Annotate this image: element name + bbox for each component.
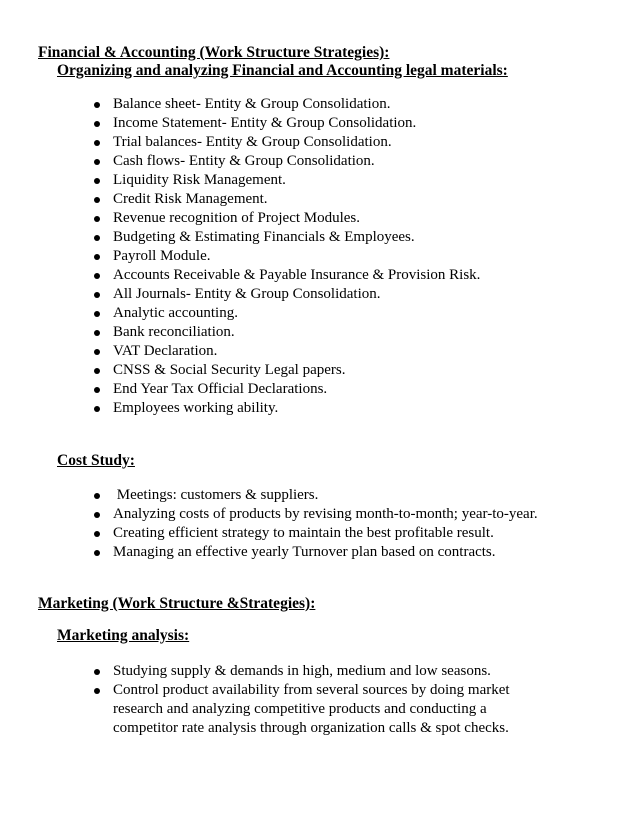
list-item: End Year Tax Official Declarations. bbox=[113, 380, 613, 399]
list-item: All Journals- Entity & Group Consolidation. bbox=[113, 285, 613, 304]
list-item: Bank reconciliation. bbox=[113, 323, 613, 342]
list-item: Studying supply & demands in high, medium and low seasons. bbox=[113, 662, 553, 681]
marketing-subheading: Marketing analysis: bbox=[57, 627, 190, 644]
list-item: Analytic accounting. bbox=[113, 304, 613, 323]
list-item: Cash flows- Entity & Group Consolidation. bbox=[113, 152, 613, 171]
list-item: Liquidity Risk Management. bbox=[113, 171, 613, 190]
financial-subheading: Organizing and analyzing Financial and Accounting legal materials: bbox=[57, 62, 508, 79]
list-item: Budgeting & Estimating Financials & Employees. bbox=[113, 228, 613, 247]
marketing-heading: Marketing (Work Structure &Strategies): bbox=[38, 595, 316, 612]
list-item: Accounts Receivable & Payable Insurance & Provision Risk. bbox=[113, 266, 613, 285]
list-item: VAT Declaration. bbox=[113, 342, 613, 361]
list-item: Creating efficient strategy to maintain the best profitable result. bbox=[113, 524, 613, 543]
marketing-list bbox=[113, 662, 553, 738]
financial-list bbox=[113, 95, 613, 418]
list-item: Credit Risk Management. bbox=[113, 190, 613, 209]
list-item: Payroll Module. bbox=[113, 247, 613, 266]
list-item: Control product availability from several sources by doing market research and analyzing competitive products and conducting a competitor rate analysis through organization calls & spot checks. bbox=[113, 681, 553, 738]
list-item: Employees working ability. bbox=[113, 399, 613, 418]
financial-heading: Financial & Accounting (Work Structure Strategies): bbox=[38, 44, 390, 61]
list-item: Revenue recognition of Project Modules. bbox=[113, 209, 613, 228]
cost-study-list bbox=[113, 486, 613, 562]
list-item: Managing an effective yearly Turnover plan based on contracts. bbox=[113, 543, 613, 562]
list-item: Income Statement- Entity & Group Consolidation. bbox=[113, 114, 613, 133]
list-item: Balance sheet- Entity & Group Consolidation. bbox=[113, 95, 613, 114]
list-item: Meetings: customers & suppliers. bbox=[113, 486, 613, 505]
list-item: Analyzing costs of products by revising month-to-month; year-to-year. bbox=[113, 505, 613, 524]
cost-study-heading: Cost Study: bbox=[57, 452, 135, 469]
list-item: CNSS & Social Security Legal papers. bbox=[113, 361, 613, 380]
list-item: Trial balances- Entity & Group Consolidation. bbox=[113, 133, 613, 152]
